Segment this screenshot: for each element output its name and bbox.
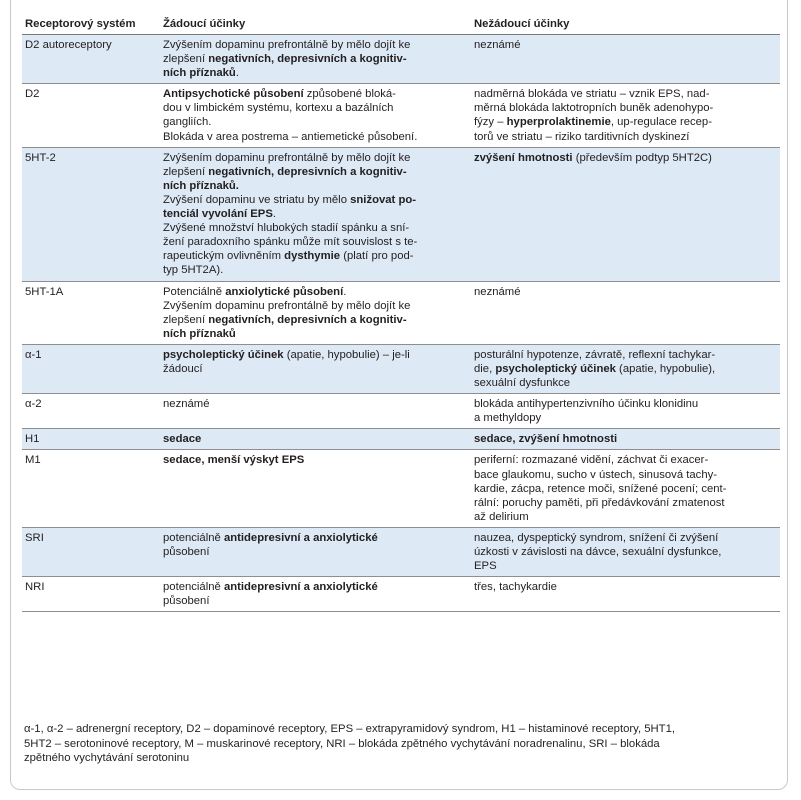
bold-text: sedace, menší výskyt EPS bbox=[163, 454, 305, 467]
bold-text: snižovat po- bbox=[350, 193, 417, 206]
footnote-line: zpětného vychytávání serotoninu bbox=[24, 752, 190, 765]
text: a methyldopy bbox=[474, 412, 542, 425]
cell-line bbox=[474, 376, 777, 390]
text: periferní: rozmazané vidění, záchvat či exacer- bbox=[474, 454, 709, 467]
cell-line bbox=[474, 468, 777, 482]
text: úzkosti v závislosti na dávce, sexuální dysfunkce, bbox=[474, 546, 722, 558]
text: Zvýšením dopaminu prefrontálně by mělo dojít ke bbox=[163, 299, 411, 312]
cell-desired bbox=[160, 450, 471, 527]
text: Blokáda v area postrema – antiemetické působení. bbox=[163, 130, 418, 143]
table-row bbox=[22, 450, 780, 527]
cell-desired bbox=[160, 345, 471, 394]
bold-text: psycholeptický účinek bbox=[163, 348, 284, 361]
cell-desired bbox=[160, 148, 471, 282]
cell-adverse bbox=[471, 450, 780, 527]
text: neznámé bbox=[163, 398, 210, 411]
text: způsobené bloká- bbox=[303, 88, 396, 101]
receptor-table bbox=[22, 13, 780, 612]
cell-line bbox=[474, 38, 777, 52]
text: zlepšení bbox=[163, 165, 209, 178]
text: . bbox=[235, 67, 239, 80]
text: kardie, zácpa, retence moči, snížené pocení; cent- bbox=[474, 482, 727, 495]
text: dou v limbickém systému, kortexu a bazálních bbox=[163, 102, 394, 115]
text: nadměrná blokáda ve striatu – vznik EPS, nad- bbox=[474, 88, 710, 101]
cell-line bbox=[163, 151, 468, 165]
footnote-line: 5HT2 – serotoninové receptory, M – muskarinové receptory, NRI – blokáda zpětného vychytávání noradrenalinu, SRI – blokáda bbox=[24, 737, 660, 750]
cell-line bbox=[163, 453, 468, 467]
cell-system: NRI bbox=[22, 577, 160, 612]
cell-desired bbox=[160, 282, 471, 345]
bold-text: zvýšení hmotnosti bbox=[474, 151, 573, 164]
cell-desired bbox=[160, 577, 471, 612]
cell-line bbox=[163, 38, 468, 52]
cell-system: 5HT-1A bbox=[22, 282, 160, 345]
cell-line bbox=[163, 348, 468, 362]
text: (především podtyp 5HT2C) bbox=[572, 151, 712, 164]
cell-line bbox=[163, 327, 468, 341]
cell-line bbox=[163, 52, 468, 66]
text: neznámé bbox=[474, 39, 521, 51]
cell-system: SRI bbox=[22, 528, 160, 577]
cell-adverse bbox=[471, 528, 780, 577]
table-row bbox=[22, 577, 780, 612]
cell-line bbox=[163, 193, 468, 207]
table-row bbox=[22, 345, 780, 394]
bold-text: sedace bbox=[163, 433, 202, 446]
cell-line bbox=[474, 101, 777, 115]
cell-line bbox=[163, 87, 468, 101]
cell-line bbox=[474, 510, 777, 524]
cell-line bbox=[163, 101, 468, 115]
table-row bbox=[22, 528, 780, 577]
cell-desired bbox=[160, 35, 471, 84]
cell-line bbox=[163, 263, 468, 277]
text: , up-regulace recep- bbox=[610, 116, 712, 129]
text: bace glaukomu, sucho v ústech, sinusová tachy- bbox=[474, 468, 718, 481]
cell-line bbox=[474, 87, 777, 101]
bold-text: dysthymie bbox=[284, 250, 341, 263]
cell-line bbox=[474, 411, 777, 425]
cell-line bbox=[163, 115, 468, 129]
bold-text: ních příznaků. bbox=[163, 179, 239, 192]
cell-line bbox=[163, 207, 468, 221]
header-row bbox=[22, 13, 780, 35]
cell-line bbox=[163, 165, 468, 179]
text: působení bbox=[163, 595, 210, 608]
text: die, bbox=[474, 362, 496, 375]
cell-line bbox=[474, 453, 777, 467]
text: rální: poruchy paměti, při předávkování zmatenost bbox=[474, 496, 725, 509]
text: potenciálně bbox=[163, 581, 224, 594]
text: neznámé bbox=[474, 285, 521, 298]
cell-adverse bbox=[471, 577, 780, 612]
table-row bbox=[22, 148, 780, 282]
cell-line bbox=[163, 299, 468, 313]
text: . bbox=[343, 285, 347, 298]
text: posturální hypotenze, závratě, reflexní tachykar- bbox=[474, 348, 716, 361]
cell-line bbox=[163, 235, 468, 249]
cell-line bbox=[474, 559, 777, 573]
cell-desired bbox=[160, 394, 471, 429]
text: sexuální dysfunkce bbox=[474, 377, 571, 390]
bold-text: anxiolytické působení bbox=[225, 285, 344, 298]
text: potenciálně bbox=[163, 531, 224, 544]
text: (apatie, hypobulie), bbox=[615, 362, 716, 375]
text: fýzy – bbox=[474, 116, 507, 129]
text: nauzea, dyspeptický syndrom, snížení či zvýšení bbox=[474, 531, 719, 544]
cell-desired bbox=[160, 84, 471, 147]
text: EPS bbox=[474, 560, 497, 573]
bold-text: antidepresivní a anxiolytické bbox=[223, 581, 378, 594]
cell-adverse bbox=[471, 282, 780, 345]
cell-adverse bbox=[471, 35, 780, 84]
cell-line bbox=[474, 115, 777, 129]
cell-line bbox=[163, 66, 468, 80]
bold-text: hyperprolaktinemie bbox=[506, 116, 611, 129]
cell-line bbox=[163, 397, 468, 411]
cell-adverse bbox=[471, 429, 780, 450]
text: měrná blokáda laktotropních buněk adenohypo- bbox=[474, 102, 714, 115]
cell-line bbox=[163, 531, 468, 545]
table-row bbox=[22, 394, 780, 429]
text: Zvýšením dopaminu prefrontálně by mělo dojít ke bbox=[163, 151, 411, 164]
cell-line bbox=[163, 545, 468, 559]
footnote bbox=[24, 722, 776, 766]
bold-text: negativních, depresivních a kognitiv- bbox=[208, 53, 407, 66]
text: (apatie, hypobulie) – je-li bbox=[283, 348, 410, 361]
bold-text: psycholeptický účinek bbox=[495, 362, 616, 375]
text: zlepšení bbox=[163, 53, 209, 66]
bold-text: ních příznaků bbox=[163, 67, 236, 80]
text: Potenciálně bbox=[163, 285, 226, 298]
cell-system: M1 bbox=[22, 450, 160, 527]
cell-adverse bbox=[471, 148, 780, 282]
text: (platí pro pod- bbox=[340, 250, 414, 263]
cell-line bbox=[474, 397, 777, 411]
text: třes, tachykardie bbox=[474, 581, 557, 594]
footnote-line: α-1, α-2 – adrenergní receptory, D2 – dopaminové receptory, EPS – extrapyramidový syndrom, H1 – histaminové receptory, 5HT1, bbox=[24, 723, 675, 735]
table-row bbox=[22, 429, 780, 450]
bold-text: tenciál vyvolání EPS bbox=[163, 208, 273, 221]
cell-line bbox=[163, 594, 468, 608]
text: až delirium bbox=[474, 510, 529, 523]
cell-line bbox=[163, 362, 468, 376]
text: zlepšení bbox=[163, 313, 209, 326]
cell-line bbox=[474, 348, 777, 362]
bold-text: antidepresivní a anxiolytické bbox=[223, 531, 378, 544]
text: Zvýšené množství hlubokých stadií spánku a sní- bbox=[163, 222, 410, 235]
table-body bbox=[22, 35, 780, 612]
cell-line bbox=[474, 432, 777, 446]
text: . bbox=[272, 208, 277, 221]
text: typ 5HT2A). bbox=[163, 264, 224, 277]
cell-line bbox=[474, 545, 777, 559]
table-row bbox=[22, 84, 780, 147]
cell-adverse bbox=[471, 84, 780, 147]
cell-line bbox=[163, 221, 468, 235]
cell-adverse bbox=[471, 394, 780, 429]
text: žádoucí bbox=[163, 362, 203, 375]
cell-system: H1 bbox=[22, 429, 160, 450]
cell-system: D2 autoreceptory bbox=[22, 35, 160, 84]
text: blokáda antihypertenzivního účinku klonidinu bbox=[474, 398, 699, 411]
cell-line bbox=[474, 130, 777, 144]
cell-line bbox=[163, 313, 468, 327]
text: Zvýšením dopaminu prefrontálně by mělo dojít ke bbox=[163, 39, 411, 51]
cell-line bbox=[474, 482, 777, 496]
cell-line bbox=[163, 432, 468, 446]
cell-line bbox=[163, 285, 468, 299]
cell-adverse bbox=[471, 345, 780, 394]
header-system: Receptorový systém bbox=[22, 13, 160, 35]
text: působení bbox=[163, 546, 210, 558]
text: gangliích. bbox=[163, 116, 212, 129]
cell-desired bbox=[160, 429, 471, 450]
bold-text: negativních, depresivních a kognitiv- bbox=[208, 313, 407, 326]
table-row bbox=[22, 35, 780, 84]
cell-line bbox=[163, 249, 468, 263]
cell-system: α-2 bbox=[22, 394, 160, 429]
cell-line bbox=[474, 362, 777, 376]
table-row bbox=[22, 282, 780, 345]
cell-line bbox=[474, 151, 777, 165]
text: žení paradoxního spánku může mít souvislost s te- bbox=[163, 236, 418, 249]
cell-line bbox=[474, 580, 777, 594]
cell-line bbox=[163, 130, 468, 144]
text: torů ve striatu – riziko tarditivních dyskinezí bbox=[474, 130, 690, 143]
text: Zvýšení dopaminu ve striatu by mělo bbox=[163, 193, 351, 206]
text: rapeutickým ovlivněním bbox=[163, 250, 285, 263]
header-adverse: Nežádoucí účinky bbox=[471, 13, 780, 35]
cell-system: α-1 bbox=[22, 345, 160, 394]
cell-desired bbox=[160, 528, 471, 577]
cell-line bbox=[163, 179, 468, 193]
bold-text: Antipsychotické působení bbox=[163, 88, 304, 101]
cell-system: 5HT-2 bbox=[22, 148, 160, 282]
bold-text: ních příznaků bbox=[163, 327, 236, 340]
cell-line bbox=[474, 531, 777, 545]
cell-system: D2 bbox=[22, 84, 160, 147]
cell-line bbox=[474, 496, 777, 510]
bold-text: negativních, depresivních a kognitiv- bbox=[208, 165, 407, 178]
header-desired: Žádoucí účinky bbox=[160, 13, 471, 35]
cell-line bbox=[474, 285, 777, 299]
cell-line bbox=[163, 580, 468, 594]
bold-text: sedace, zvýšení hmotnosti bbox=[474, 433, 618, 446]
